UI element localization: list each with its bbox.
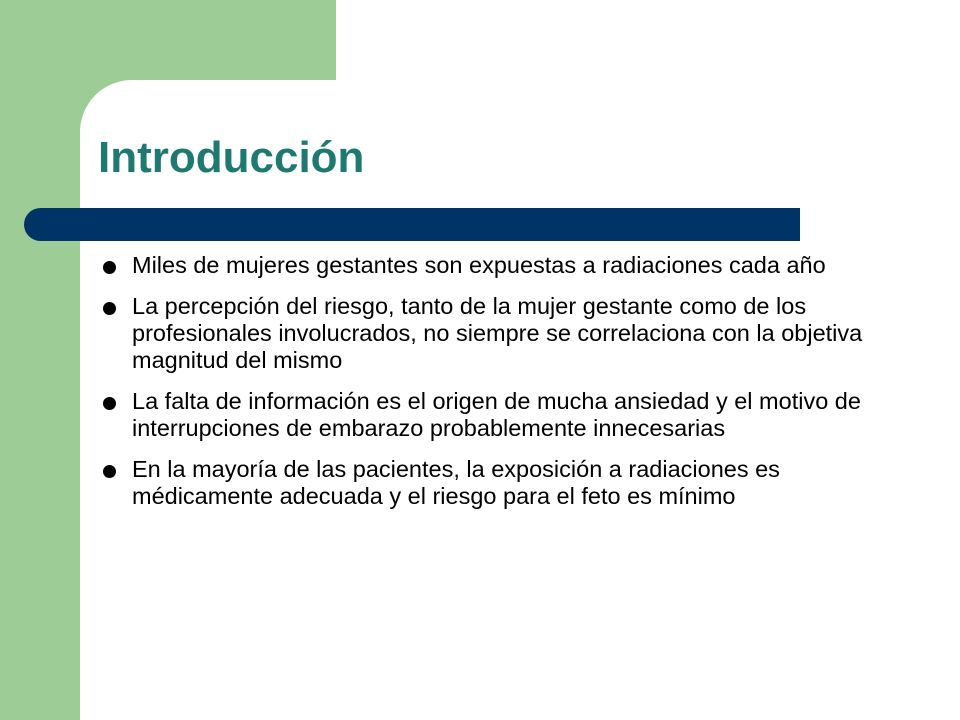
bullet-text: Miles de mujeres gestantes son expuestas a radiaciones cada año: [132, 252, 826, 278]
bullet-icon: [103, 302, 116, 315]
bullet-item: [96, 456, 896, 510]
bullet-item: [96, 293, 896, 374]
bullet-item: [96, 252, 896, 279]
bullet-icon: [103, 261, 116, 274]
bullet-list: [96, 252, 896, 524]
bullet-text: La falta de información es el origen de mucha ansiedad y el motivo de interrupciones de embarazo probablemente innecesarias: [132, 388, 861, 441]
bullet-icon: [103, 465, 116, 478]
slide-title: Introducción: [98, 133, 365, 182]
bullet-icon: [103, 397, 116, 410]
bullet-text: En la mayoría de las pacientes, la exposición a radiaciones es médicamente adecuada y el riesgo para el feto es mínimo: [132, 456, 780, 509]
title-underline-bar: [24, 208, 800, 241]
bullet-item: [96, 388, 896, 442]
bullet-text: La percepción del riesgo, tanto de la mujer gestante como de los profesionales involucrados, no siempre se correlaciona con la objetiva magnitud del mismo: [132, 293, 863, 373]
